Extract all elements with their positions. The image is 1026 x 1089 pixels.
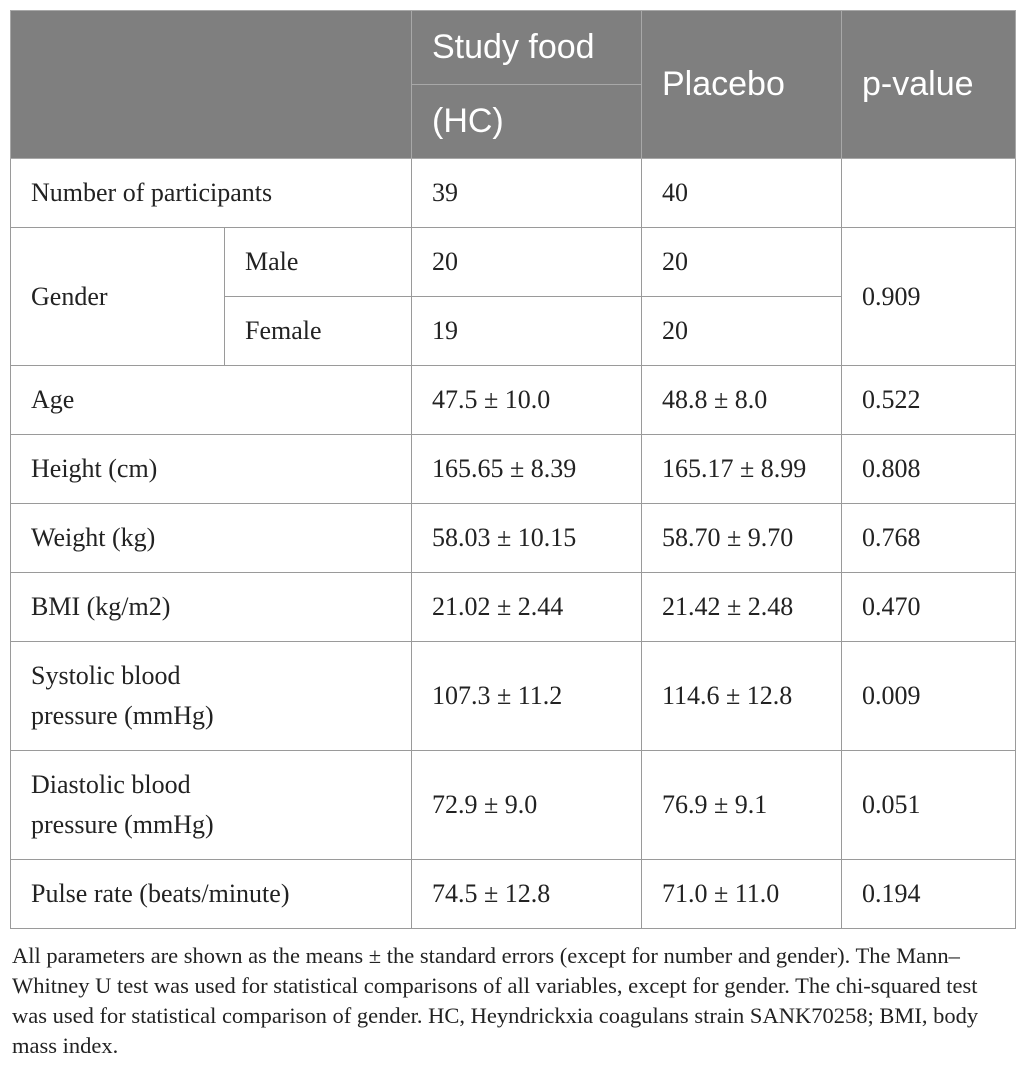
cell-hc: 74.5 ± 12.8 xyxy=(412,860,642,929)
cell-p-value: 0.194 xyxy=(842,860,1016,929)
cell-hc: 58.03 ± 10.15 xyxy=(412,504,642,573)
table-row-systolic xyxy=(11,642,1016,751)
cell-placebo: 20 xyxy=(642,297,842,366)
row-label xyxy=(11,642,412,751)
cell-p-value-gender: 0.909 xyxy=(842,228,1016,366)
cell-hc: 165.65 ± 8.39 xyxy=(412,435,642,504)
table-row-gender-male xyxy=(11,228,1016,297)
row-label: Age xyxy=(11,366,412,435)
cell-p-value: 0.009 xyxy=(842,642,1016,751)
cell-placebo: 48.8 ± 8.0 xyxy=(642,366,842,435)
table-row-weight xyxy=(11,504,1016,573)
cell-placebo: 71.0 ± 11.0 xyxy=(642,860,842,929)
cell-p-value: 0.768 xyxy=(842,504,1016,573)
row-label: Pulse rate (beats/minute) xyxy=(11,860,412,929)
cell-placebo: 40 xyxy=(642,159,842,228)
cell-hc: 39 xyxy=(412,159,642,228)
row-label-gender: Gender xyxy=(11,228,225,366)
table-row-age xyxy=(11,366,1016,435)
table-row-height xyxy=(11,435,1016,504)
cell-p-value: 0.808 xyxy=(842,435,1016,504)
row-label-line1: Diastolic blood xyxy=(31,770,191,799)
row-sublabel-female: Female xyxy=(225,297,412,366)
cell-placebo: 114.6 ± 12.8 xyxy=(642,642,842,751)
cell-placebo: 21.42 ± 2.48 xyxy=(642,573,842,642)
cell-hc: 107.3 ± 11.2 xyxy=(412,642,642,751)
cell-hc: 21.02 ± 2.44 xyxy=(412,573,642,642)
cell-p-value: 0.051 xyxy=(842,751,1016,860)
cell-hc: 72.9 ± 9.0 xyxy=(412,751,642,860)
row-label xyxy=(11,751,412,860)
header-study-food: Study food xyxy=(412,11,642,85)
header-study-food-sub: (HC) xyxy=(412,85,642,159)
row-label: Weight (kg) xyxy=(11,504,412,573)
cell-hc: 20 xyxy=(412,228,642,297)
row-label: Number of participants xyxy=(11,159,412,228)
row-sublabel-male: Male xyxy=(225,228,412,297)
cell-hc: 47.5 ± 10.0 xyxy=(412,366,642,435)
table-row-pulse xyxy=(11,860,1016,929)
header-empty-cell xyxy=(11,11,412,159)
row-label-line1: Systolic blood xyxy=(31,661,181,690)
table-header-row xyxy=(11,11,1016,85)
table-footnote: All parameters are shown as the means ± the standard errors (except for number and gender). The Mann–Whitney U test was used for statistical comparisons of all variables, except for gender. The chi-squared test was used for statistical comparison of gender. HC, Heyndrickxia coagulans strain SANK70258; BMI, body mass index. xyxy=(12,943,979,1058)
row-label: Height (cm) xyxy=(11,435,412,504)
cell-p-value: 0.470 xyxy=(842,573,1016,642)
header-placebo: Placebo xyxy=(642,11,842,159)
row-label-line2: pressure (mmHg) xyxy=(31,810,214,839)
baseline-characteristics-table xyxy=(10,10,1016,929)
header-p-value: p-value xyxy=(842,11,1016,159)
cell-placebo: 20 xyxy=(642,228,842,297)
cell-hc: 19 xyxy=(412,297,642,366)
table-row-participants xyxy=(11,159,1016,228)
row-label: BMI (kg/m2) xyxy=(11,573,412,642)
cell-placebo: 165.17 ± 8.99 xyxy=(642,435,842,504)
row-label-line2: pressure (mmHg) xyxy=(31,701,214,730)
cell-p-value xyxy=(842,159,1016,228)
cell-placebo: 58.70 ± 9.70 xyxy=(642,504,842,573)
cell-p-value: 0.522 xyxy=(842,366,1016,435)
table-row-diastolic xyxy=(11,751,1016,860)
cell-placebo: 76.9 ± 9.1 xyxy=(642,751,842,860)
table-row-bmi xyxy=(11,573,1016,642)
